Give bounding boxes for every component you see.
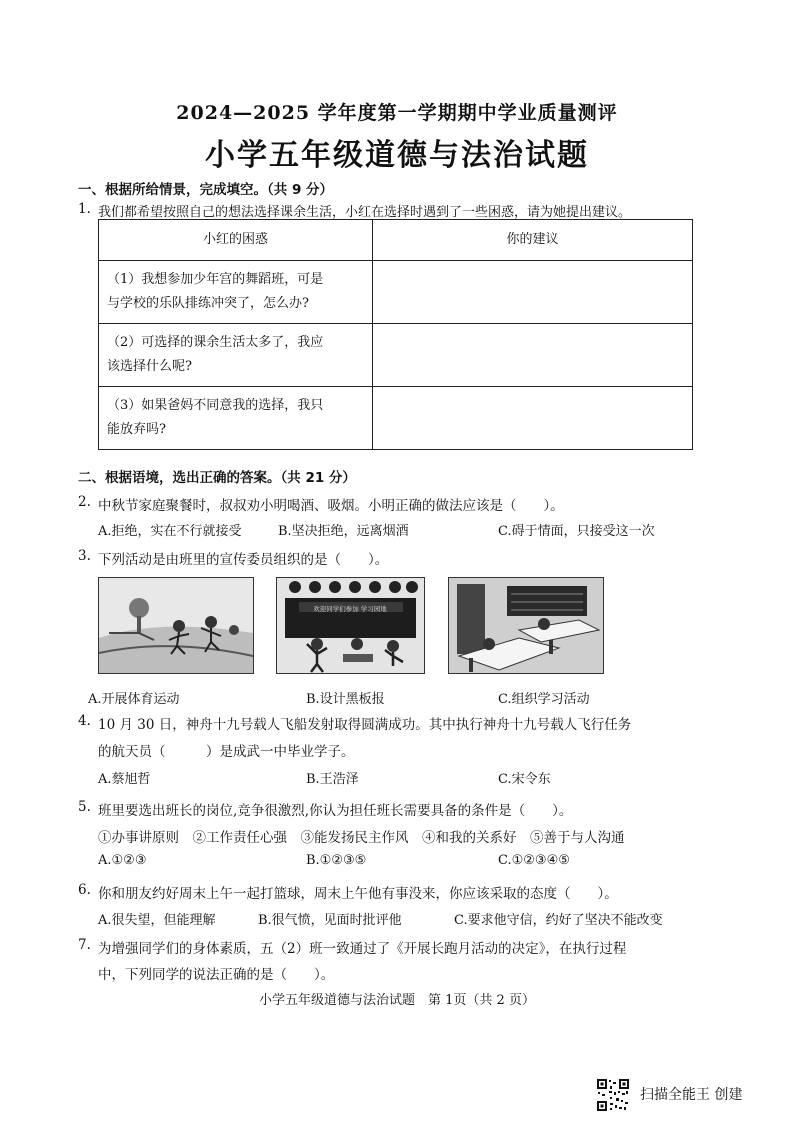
q3-option-b[interactable]: B.设计黑板报	[306, 692, 385, 707]
q5-conditions: ①办事讲原则 ②工作责任心强 ③能发扬民主作风 ④和我的关系好 ⑤善于与人沟通	[98, 830, 625, 846]
table-row-1-answer[interactable]	[373, 261, 693, 324]
q3-number: 3.	[78, 548, 91, 564]
q4-option-b[interactable]: B.王浩泽	[306, 772, 359, 787]
study-illustration-icon	[449, 578, 603, 673]
q2-text: 中秋节家庭聚餐时，叔叔劝小明喝酒、吸烟。小明正确的做法应该是（ ）。	[98, 498, 564, 514]
picture-sports	[98, 577, 254, 674]
section2-heading: 二、根据语境，选出正确的答案。（共 21 分）	[78, 470, 356, 486]
table-header-suggestion: 你的建议	[373, 220, 693, 261]
blackboard-illustration-icon	[277, 578, 424, 673]
q2-option-c[interactable]: C.碍于情面，只接受这一次	[498, 524, 655, 539]
q5-text: 班里要选出班长的岗位,竞争很激烈,你认为担任班长需要具备的条件是（ ）。	[98, 803, 573, 819]
table-row-3-answer[interactable]	[373, 387, 693, 450]
q5-option-a[interactable]: A.①②③	[98, 853, 147, 868]
q2-option-b[interactable]: B.坚决拒绝，远离烟酒	[278, 524, 409, 539]
q3-text: 下列活动是由班里的宣传委员组织的是（ ）。	[98, 552, 389, 568]
q5-option-b[interactable]: B.①②③⑤	[306, 853, 367, 868]
q6-option-a[interactable]: A.很失望，但能理解	[98, 913, 216, 928]
table-row-3-confusion	[99, 387, 373, 450]
blackboard-caption: 欢迎同学们参加 学习园地	[313, 605, 387, 613]
row3-line1: （3）如果爸妈不同意我的选择，我只	[107, 398, 324, 413]
q1-number: 1.	[78, 201, 91, 217]
row1-line1: （1）我想参加少年宫的舞蹈班，可是	[107, 272, 324, 287]
q4-text-line2: 的航天员（ ）是成武一中毕业学子。	[98, 744, 355, 760]
q6-number: 6.	[78, 882, 91, 898]
q3-option-a[interactable]: A.开展体育运动	[88, 692, 180, 707]
table-header-confusion: 小红的困惑	[99, 220, 373, 261]
row3-line2: 能放弃吗?	[107, 422, 166, 437]
q6-option-c[interactable]: C.要求他守信，约好了坚决不能改变	[454, 913, 663, 928]
q2-option-a[interactable]: A.拒绝，实在不行就接受	[98, 524, 242, 539]
scanner-watermark: 扫描全能王 创建	[640, 1087, 743, 1103]
table-row-2-answer[interactable]	[373, 324, 693, 387]
q4-text-line1: 10 月 30 日，神舟十九号载人飞船发射取得圆满成功。其中执行神舟十九号载人飞行任务	[98, 717, 632, 733]
q6-text: 你和朋友约好周末上午一起打篮球，周末上午他有事没来，你应该采取的态度（ ）。	[98, 886, 618, 902]
q7-text-line2: 中，下列同学的说法正确的是（ ）。	[98, 967, 335, 983]
q5-option-c[interactable]: C.①②③④⑤	[498, 853, 570, 868]
row1-line2: 与学校的乐队排练冲突了，怎么办?	[107, 296, 309, 311]
row2-line2: 该选择什么呢?	[107, 359, 192, 374]
row2-line1: （2）可选择的课余生活太多了，我应	[107, 335, 324, 350]
q7-text-line1: 为增强同学们的身体素质，五（2）班一致通过了《开展长跑月活动的决定》，在执行过程	[98, 941, 627, 957]
table-row-1-confusion	[99, 261, 373, 324]
exam-title-line2: 小学五年级道德与法治试题	[205, 138, 589, 173]
q5-number: 5.	[78, 799, 91, 815]
picture-study	[448, 577, 604, 674]
page-footer: 小学五年级道德与法治试题 第 1页（共 2 页）	[259, 993, 535, 1008]
q1-text: 我们都希望按照自己的想法选择课余生活，小红在选择时遇到了一些困惑，请为她提出建议。	[98, 205, 632, 220]
exam-title-line1: 2024—2025 学年度第一学期期中学业质量测评	[176, 102, 618, 124]
q7-number: 7.	[78, 937, 91, 953]
q6-option-b[interactable]: B.很气愤，见面时批评他	[258, 913, 402, 928]
q4-number: 4.	[78, 713, 91, 729]
sports-illustration-icon	[99, 578, 253, 673]
q4-option-c[interactable]: C.宋令东	[498, 772, 551, 787]
q1-table	[98, 219, 693, 450]
q4-option-a[interactable]: A.蔡旭哲	[98, 772, 151, 787]
qr-code-icon	[596, 1078, 630, 1112]
q3-option-c[interactable]: C.组织学习活动	[498, 692, 590, 707]
section1-heading: 一、根据所给情景，完成填空。（共 9 分）	[78, 182, 334, 198]
picture-blackboard	[276, 577, 425, 674]
q2-number: 2.	[78, 494, 91, 510]
table-row-2-confusion	[99, 324, 373, 387]
